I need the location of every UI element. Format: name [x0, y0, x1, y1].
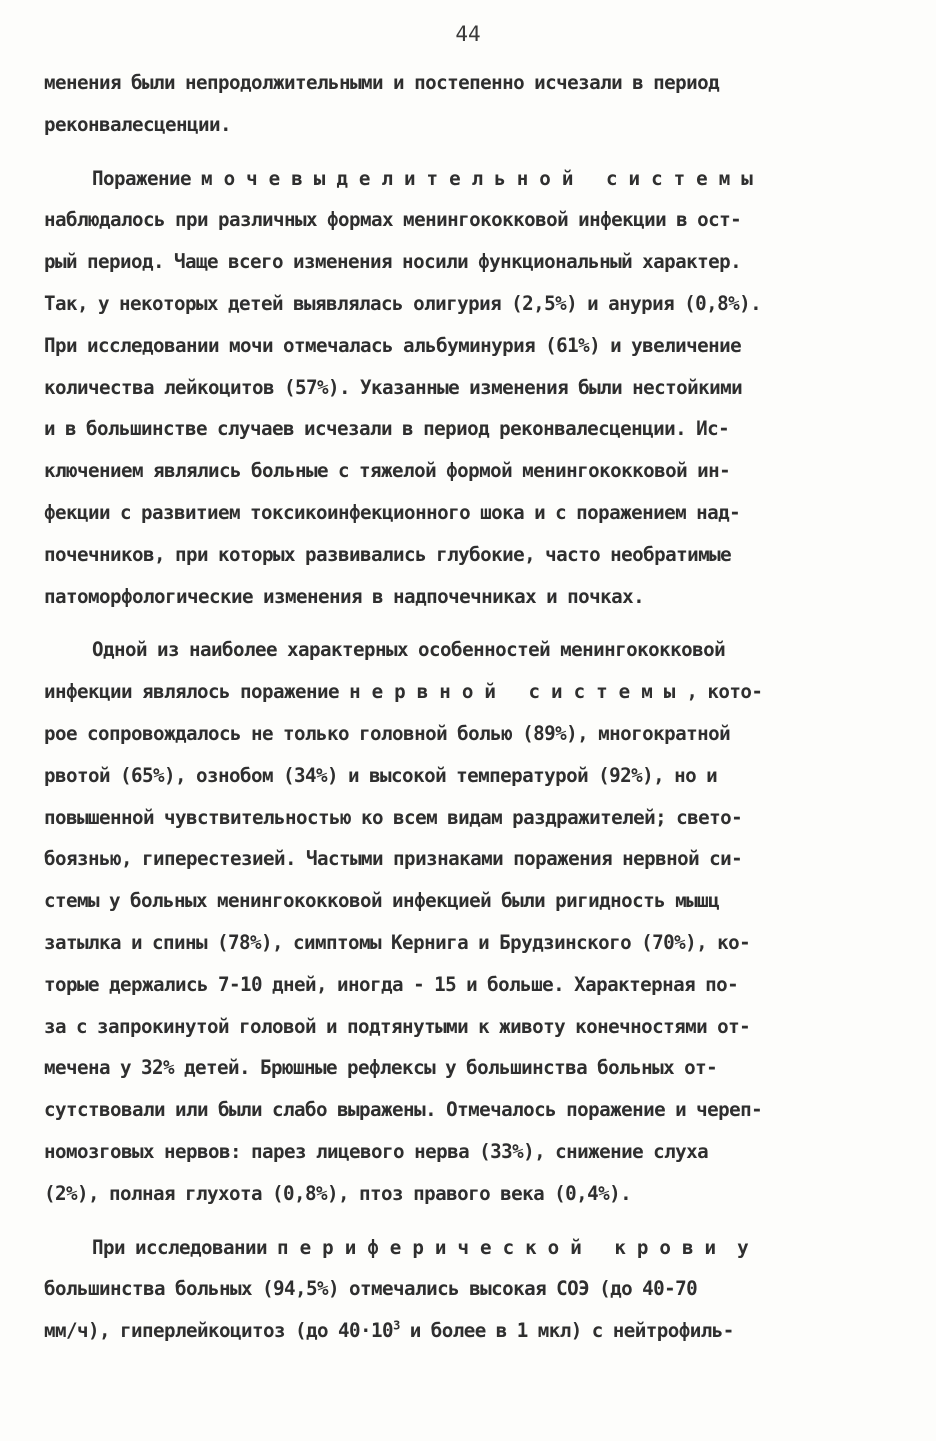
- paragraph: [44, 629, 894, 1214]
- text-segment: Одной из наиболее характерных особенностей менингококковой: [92, 638, 726, 662]
- text-line: [44, 367, 894, 409]
- text-segment: сутствовали или были слабо выражены. Отмечалось поражение и череп-: [44, 1098, 763, 1122]
- page-number: 44: [455, 22, 481, 46]
- text-line: [44, 922, 894, 964]
- text-line: [44, 1006, 894, 1048]
- spaced-emphasis: периферической крови: [277, 1235, 728, 1259]
- paragraph: [44, 62, 894, 146]
- text-segment: за с запрокинутой головой и подтянутыми к животу конечностями от-: [44, 1014, 751, 1038]
- text-line: [44, 964, 894, 1006]
- text-segment: Так, у некоторых детей выявлялась олигурия (2,5%) и анурия (0,8%).: [44, 291, 762, 315]
- text-line: [44, 1089, 894, 1131]
- text-segment: рое сопровождалось не только головной болью (89%), многократной: [44, 721, 731, 745]
- text-line: [44, 1173, 894, 1215]
- text-line: [44, 880, 894, 922]
- text-segment: , кото-: [686, 680, 763, 704]
- text-segment: у: [727, 1235, 749, 1259]
- text-segment: затылка и спины (78%), симптомы Кернига и Брудзинского (70%), ко-: [44, 930, 751, 954]
- text-line: [44, 492, 894, 534]
- text-segment: почечников, при которых развивались глубокие, часто необратимые: [44, 542, 732, 566]
- text-line: [44, 158, 894, 200]
- text-segment: повышенной чувствительностью ко всем видам раздражителей; свето-: [44, 805, 743, 829]
- text-line: [44, 450, 894, 492]
- text-segment: рый период. Чаще всего изменения носили функциональный характер.: [44, 250, 742, 274]
- text-segment: торые держались 7-10 дней, иногда - 15 и больше. Характерная по-: [44, 972, 739, 996]
- paragraph: [44, 158, 894, 618]
- text-segment: Поражение: [92, 166, 202, 190]
- text-segment: боязнью, гиперестезией. Частыми признаками поражения нервной си-: [44, 847, 743, 871]
- text-segment: ключением являлись больные с тяжелой формой менингококковой ин-: [44, 459, 731, 483]
- text-segment: и более в 1 мкл) с нейтрофиль-: [399, 1319, 734, 1343]
- text-segment: мечена у 32% детей. Брюшные рефлексы у большинства больных от-: [44, 1056, 718, 1080]
- text-line: [44, 671, 894, 713]
- text-segment: большинства больных (94,5%) отмечались высокая СОЭ (до 40-70: [44, 1277, 698, 1301]
- text-line: [44, 713, 894, 755]
- text-segment: мм/ч), гиперлейкоцитоз (до 40·10: [44, 1319, 394, 1343]
- text-line: [44, 199, 894, 241]
- text-line: [44, 629, 894, 671]
- text-segment: При исследовании: [92, 1235, 278, 1259]
- text-line: [44, 325, 894, 367]
- text-line: [44, 1131, 894, 1173]
- text-line: [44, 1227, 894, 1269]
- text-line: [44, 1310, 894, 1352]
- superscript: 3: [393, 1318, 400, 1333]
- text-line: [44, 1268, 894, 1310]
- text-line: [44, 1047, 894, 1089]
- text-line: [44, 283, 894, 325]
- spaced-emphasis: мочевыделительной системы: [201, 166, 764, 190]
- text-segment: рвотой (65%), ознобом (34%) и высокой температурой (92%), но и: [44, 763, 718, 787]
- text-segment: количества лейкоцитов (57%). Указанные изменения были нестойкими: [44, 375, 743, 399]
- text-segment: патоморфологические изменения в надпочечниках и почках.: [44, 584, 645, 608]
- paragraph-gap: [44, 617, 894, 629]
- text-line: [44, 408, 894, 450]
- text-segment: реконвалесценции.: [44, 112, 232, 136]
- text-segment: и в большинстве случаев исчезали в период реконвалесценции. Ис-: [44, 417, 730, 441]
- text-line: [44, 755, 894, 797]
- text-line: [44, 104, 894, 146]
- text-line: [44, 838, 894, 880]
- spaced-emphasis: нервной системы: [349, 680, 687, 704]
- text-segment: наблюдалось при различных формах менингококковой инфекции в ост-: [44, 208, 742, 232]
- paragraph-gap: [44, 146, 894, 158]
- text-line: [44, 797, 894, 839]
- text-line: [44, 62, 894, 104]
- text-segment: номозговых нервов: парез лицевого нерва (33%), снижение слуха: [44, 1139, 709, 1163]
- text-segment: менения были непродолжительными и постепенно исчезали в период: [44, 71, 720, 94]
- text-line: [44, 534, 894, 576]
- text-line: [44, 241, 894, 283]
- text-segment: фекции с развитием токсикоинфекционного шока и с поражением над-: [44, 500, 741, 524]
- text-segment: (2%), полная глухота (0,8%), птоз правого века (0,4%).: [44, 1181, 632, 1205]
- text-segment: При исследовании мочи отмечалась альбуминурия (61%) и увеличение: [44, 333, 742, 357]
- paragraph-gap: [44, 1215, 894, 1227]
- text-line: [44, 576, 894, 618]
- paragraph: [44, 1227, 894, 1352]
- body-text: [44, 62, 894, 1352]
- text-segment: инфекции являлось поражение: [44, 680, 350, 704]
- text-segment: стемы у больных менингококковой инфекцией были ригидность мышц: [44, 889, 720, 913]
